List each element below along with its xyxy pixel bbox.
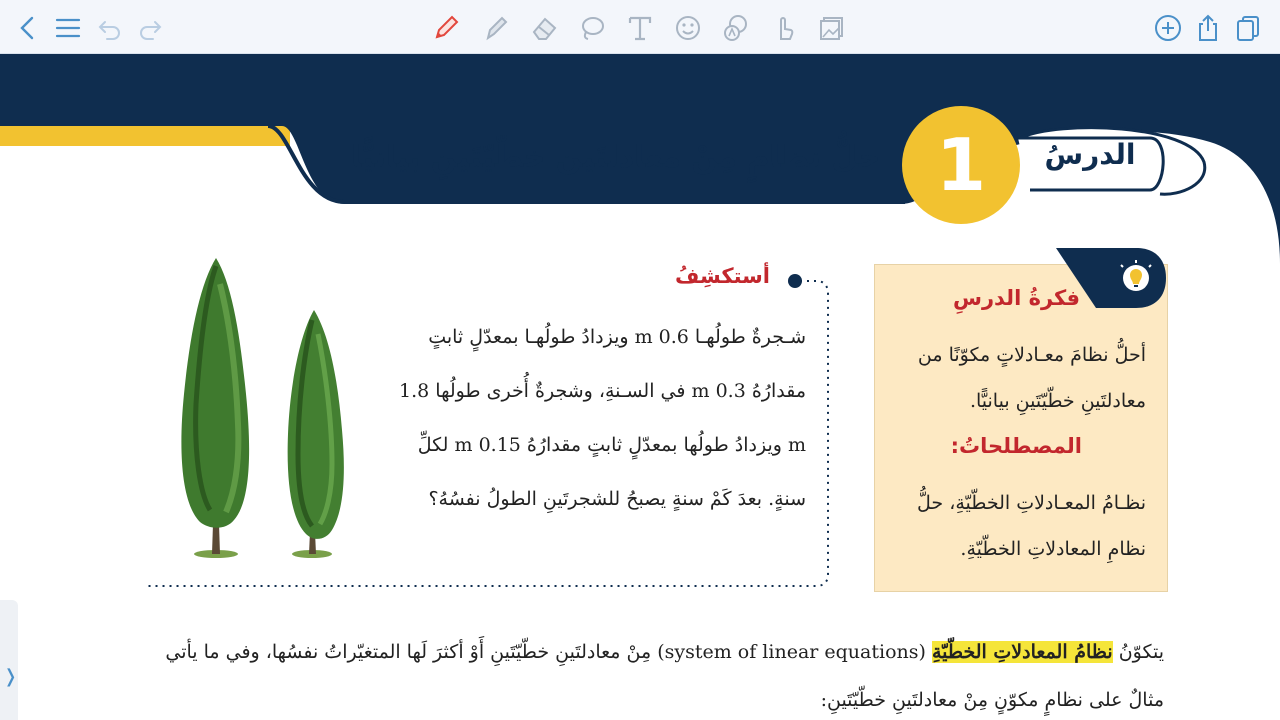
eraser-icon[interactable]	[528, 12, 560, 44]
pointer-hand-icon[interactable]	[768, 12, 800, 44]
idea-heading: فكرةُ الدرسِ	[952, 286, 1080, 310]
lesson-label: الدرسُ	[1044, 138, 1136, 171]
sticker-icon[interactable]	[672, 12, 704, 44]
explore-heading: أستكشِفُ	[674, 264, 770, 288]
pen-icon[interactable]	[430, 12, 462, 44]
back-chevron-icon[interactable]	[12, 12, 44, 44]
highlighted-term: نظامُ المعادلاتِ الخطّيّةِ	[931, 641, 1113, 663]
idea-text: أحلُّ نظامَ معـادلاتٍ مكوّنًا من معادلتَينِ خطّيّتَينِ بيانيًّا.	[917, 344, 1146, 412]
terms-heading: المصطلحاتُ:	[950, 434, 1082, 458]
annotation-toolbar	[0, 0, 1280, 54]
explore-bullet	[788, 274, 802, 288]
text-tool-icon[interactable]	[624, 12, 656, 44]
chevron-right-icon[interactable]: ❭	[3, 666, 19, 687]
lasso-icon[interactable]	[576, 12, 608, 44]
terms-text: نظـامُ المعـادلاتِ الخطّيّةِ، حلُّ نظامِ المعادلاتِ الخطّيّةِ.	[917, 492, 1146, 560]
menu-icon[interactable]	[52, 12, 84, 44]
share-icon[interactable]	[1192, 12, 1224, 44]
side-panel-handle[interactable]	[0, 600, 18, 720]
highlighter-icon[interactable]	[480, 12, 512, 44]
body-paragraph	[140, 628, 1164, 720]
body-text-start: يتكوّنُ	[1118, 641, 1164, 663]
lesson-number: 1	[902, 106, 1020, 224]
body-text-rest: (system of linear equations) مِنْ معادلتَينِ خطّيّتَينِ أَوْ أكثرَ لَها المتغيّراتُ نفسُها، وفي ما يأتي مثالٌ على نظامٍ مكوّنٍ مِنْ معادلتَينِ خطّيّتَينِ:	[165, 641, 1164, 711]
translate-icon[interactable]	[720, 12, 752, 44]
undo-icon[interactable]	[94, 12, 126, 44]
explore-text: شـجرةٌ طولُهـا 0.6 m ويزدادُ طولُهـا بمعدّلٍ ثابتٍ مقدارُهُ 0.3 m في السـنةِ، وشجرةٌ أُخرى طولُها 1.8 m ويزدادُ طولُها بمعدّلٍ ثابتٍ مقدارُهُ 0.15 m لكلِّ سنةٍ. بعدَ كَمْ سنةٍ يصبحُ للشجرتَينِ الطولُ نفسُهُ؟	[399, 326, 806, 510]
image-icon[interactable]	[816, 12, 848, 44]
textbook-page	[0, 54, 1280, 720]
copy-pages-icon[interactable]	[1232, 12, 1264, 44]
add-icon[interactable]	[1152, 12, 1184, 44]
lesson-title: حلُّ نظامٍ مِنْ معادلتَين خطّيّتَينِ بيانيًّا	[351, 140, 880, 175]
redo-icon[interactable]	[134, 12, 166, 44]
poplar-trees-image	[160, 254, 360, 564]
